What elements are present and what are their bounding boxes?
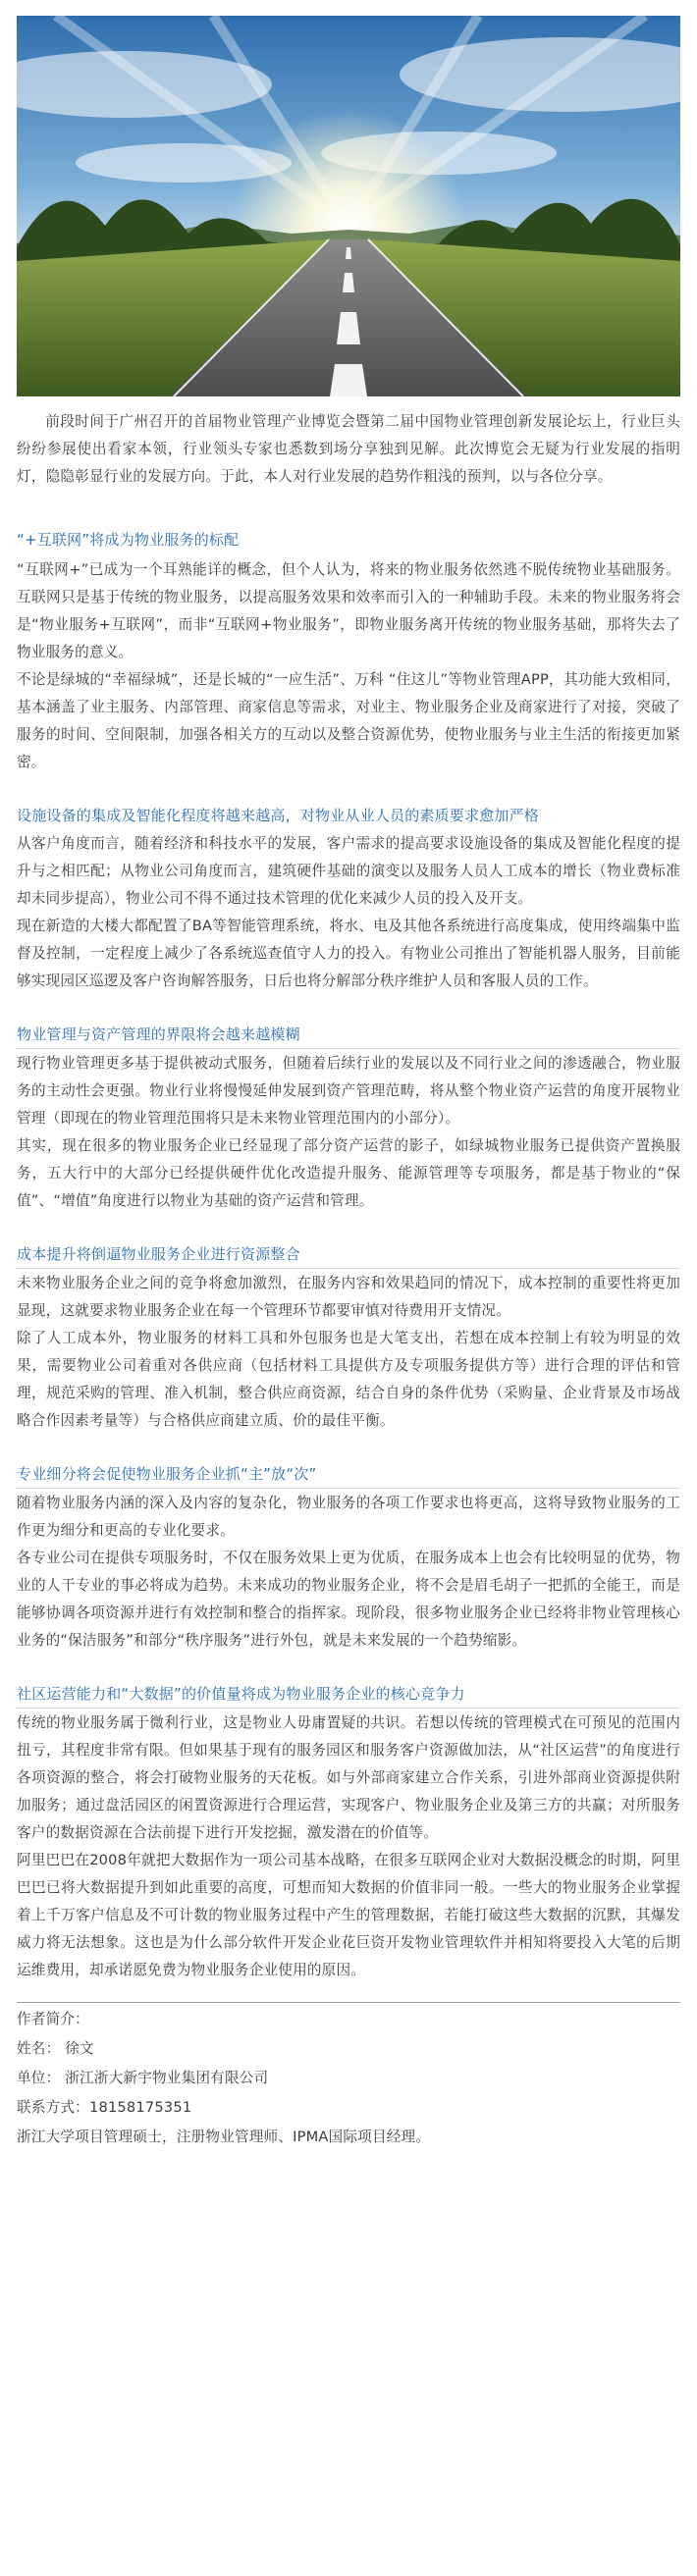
author-contact: 联系方式：18158175351 <box>17 2099 192 2116</box>
section-paragraph: 现在新造的大楼大都配置了BA等智能管理系统，将水、电及其他各系统进行高度集成，使用终端集中监督及控制，一定程度上减少了各系统巡查值守人力的投入。有物业公司推出了智能机器人服务，目前能够实现园区巡逻及客户咨询解答服务，日后也将分解部分秩序维护人员和客服人员的工作。 <box>17 918 680 989</box>
section-equipment <box>17 802 680 995</box>
section-paragraph: 除了人工成本外，物业服务的材料工具和外包服务也是大笔支出，若想在成本控制上有较为明显的效果，需要物业公司着重对各供应商（包括材料工具提供方及专项服务提供方等）进行合理的评估和管理，规范采购的管理、准入机制，整合供应商资源，结合自身的条件优势（采购量、企业背景及市场战略合作因素考量等）与合格供应商建立质、价的最佳平衡。 <box>17 1330 680 1429</box>
section-heading: 专业细分将会促使物业服务企业抓“主”放“次” <box>17 1465 317 1483</box>
hero-image <box>17 16 680 396</box>
section-heading: 成本提升将倒逼物业服务企业进行资源整合 <box>17 1245 300 1263</box>
section-paragraph: 未来物业服务企业之间的竞争将愈加激烈，在服务内容和效果趋同的情况下，成本控制的重要性将更加显现，这就要求物业服务企业在每一个管理环节都要审慎对待费用开支情况。 <box>17 1275 680 1319</box>
author-company: 单位： 浙江浙大新宇物业集团有限公司 <box>17 2070 269 2086</box>
author-name: 姓名： 徐文 <box>17 2040 94 2057</box>
section-divider <box>17 1268 680 1269</box>
section-paragraph: 从客户角度而言，随着经济和科技水平的发展，客户需求的提高要求设施设备的集成及智能化程度的提升与之相匹配；从物业公司角度而言，建筑硬件基础的演变以及服务人员人工成本的增长（物业费标准却未同步提高），物业公司不得不通过技术管理的优化来减少人员的投入及开支。 <box>17 835 680 907</box>
section-divider <box>17 1488 680 1489</box>
section-paragraph: 现行物业管理更多基于提供被动式服务，但随着后续行业的发展以及不同行业之间的渗透融合，物业服务的主动性会更强。物业行业将慢慢延伸发展到资产管理范畴，将从整个物业资产运营的角度开展物业管理（即现在的物业管理范围将只是未来物业管理范围内的小部分）。 <box>17 1055 680 1127</box>
author-bio <box>17 2002 680 2152</box>
section-internet <box>17 526 680 776</box>
section-cost <box>17 1240 680 1435</box>
section-heading: 社区运营能力和“大数据”的价值量将成为物业服务企业的核心竞争力 <box>17 1685 465 1703</box>
section-paragraph: 各专业公司在提供专项服务时，不仅在服务效果上更为优质，在服务成本上也会有比较明显的优势，物业的人干专业的事必将成为趋势。未来成功的物业服务企业，将不会是眉毛胡子一把抓的全能王，而是能够协调各项资源并进行有效控制和整合的指挥家。现阶段，很多物业服务企业已经将非物业管理核心业务的“保洁服务”和部分“秩序服务”进行外包，就是未来发展的一个趋势缩影。 <box>17 1550 680 1649</box>
section-heading: 物业管理与资产管理的界限将会越来越模糊 <box>17 1025 300 1043</box>
author-title: 作者简介： <box>17 2011 89 2027</box>
section-heading: “+互联网”将成为物业服务的标配 <box>17 531 240 549</box>
section-big-data <box>17 1680 680 1984</box>
section-paragraph: “互联网+”已成为一个耳熟能详的概念，但个人认为，将来的物业服务依然逃不脱传统物业基础服务。互联网只是基于传统的物业服务，以提高服务效果和效率而引入的一种辅助手段。未来的物业服务将会是“物业服务+互联网”，而非“互联网+物业服务”，即物业服务离开传统的物业服务基础，那将失去了物业服务的意义。 <box>17 561 680 660</box>
section-paragraph: 其实，现在很多的物业服务企业已经显现了部分资产运营的影子，如绿城物业服务已提供资产置换服务，五大行中的大部分已经提供硬件优化改造提升服务、能源管理等专项服务，都是基于物业的“保值”、“增值”角度进行以物业为基础的资产运营和管理。 <box>17 1137 680 1209</box>
section-paragraph: 不论是绿城的“幸福绿城”，还是长城的“一应生活”、万科 “住这儿”等物业管理APP，其功能大致相同，基本涵盖了业主服务、内部管理、商家信息等需求，对业主、物业服务企业及商家进行了对接，突破了服务的时间、空间限制，加强各相关方的互动以及整合资源优势，使物业服务与业主生活的衔接更加紧密。 <box>17 671 680 770</box>
section-divider <box>17 1048 680 1049</box>
section-paragraph: 随着物业服务内涵的深入及内容的复杂化，物业服务的各项工作要求也将更高，这将导致物业服务的工作更为细分和更高的专业化要求。 <box>17 1495 680 1539</box>
section-divider <box>17 1708 680 1709</box>
section-paragraph: 阿里巴巴在2008年就把大数据作为一项公司基本战略，在很多互联网企业对大数据没概念的时期，阿里巴巴已将大数据提升到如此重要的高度，可想而知大数据的价值非同一般。一些大的物业服务企业掌握着上千万客户信息及不可计数的物业服务过程中产生的管理数据，若能打破这些大数据的沉默，其爆发威力将无法想象。这也是为什么部分软件开发企业花巨资开发物业管理软件并相知将要投入大笔的后期运维费用，却承诺愿免费为物业服务企业使用的原因。 <box>17 1852 680 1978</box>
author-credentials: 浙江大学项目管理硕士，注册物业管理师、IPMA国际项目经理。 <box>17 2129 431 2145</box>
section-asset-management <box>17 1021 680 1215</box>
section-specialization <box>17 1460 680 1655</box>
article-body <box>17 396 680 2152</box>
road-landscape-image <box>17 16 680 396</box>
author-divider <box>17 2002 680 2003</box>
section-paragraph: 传统的物业服务属于微利行业，这是物业人毋庸置疑的共识。若想以传统的管理模式在可预见的范围内扭亏，其程度非常有限。但如果基于现有的服务园区和服务客户资源做加法，从“社区运营”的角度进行各项资源的整合，将会打破物业服务的天花板。如与外部商家建立合作关系，引进外部商业资源提供附加服务；通过盘活园区的闲置资源进行合理运营，实现客户、物业服务企业及第三方的共赢；对所服务客户的数据资源在合法前提下进行开发挖掘，激发潜在的价值等。 <box>17 1714 680 1841</box>
intro-paragraph: 前段时间于广州召开的首届物业管理产业博览会暨第二届中国物业管理创新发展论坛上，行业巨头纷纷参展使出看家本领，行业领头专家也悉数到场分享独到见解。此次博览会无疑为行业发展的指明灯，隐隐彰显行业的发展方向。于此，本人对行业发展的趋势作粗浅的预判，以与各位分享。 <box>17 413 680 485</box>
section-heading: 设施设备的集成及智能化程度将越来越高，对物业从业人员的素质要求愈加严格 <box>17 807 540 824</box>
